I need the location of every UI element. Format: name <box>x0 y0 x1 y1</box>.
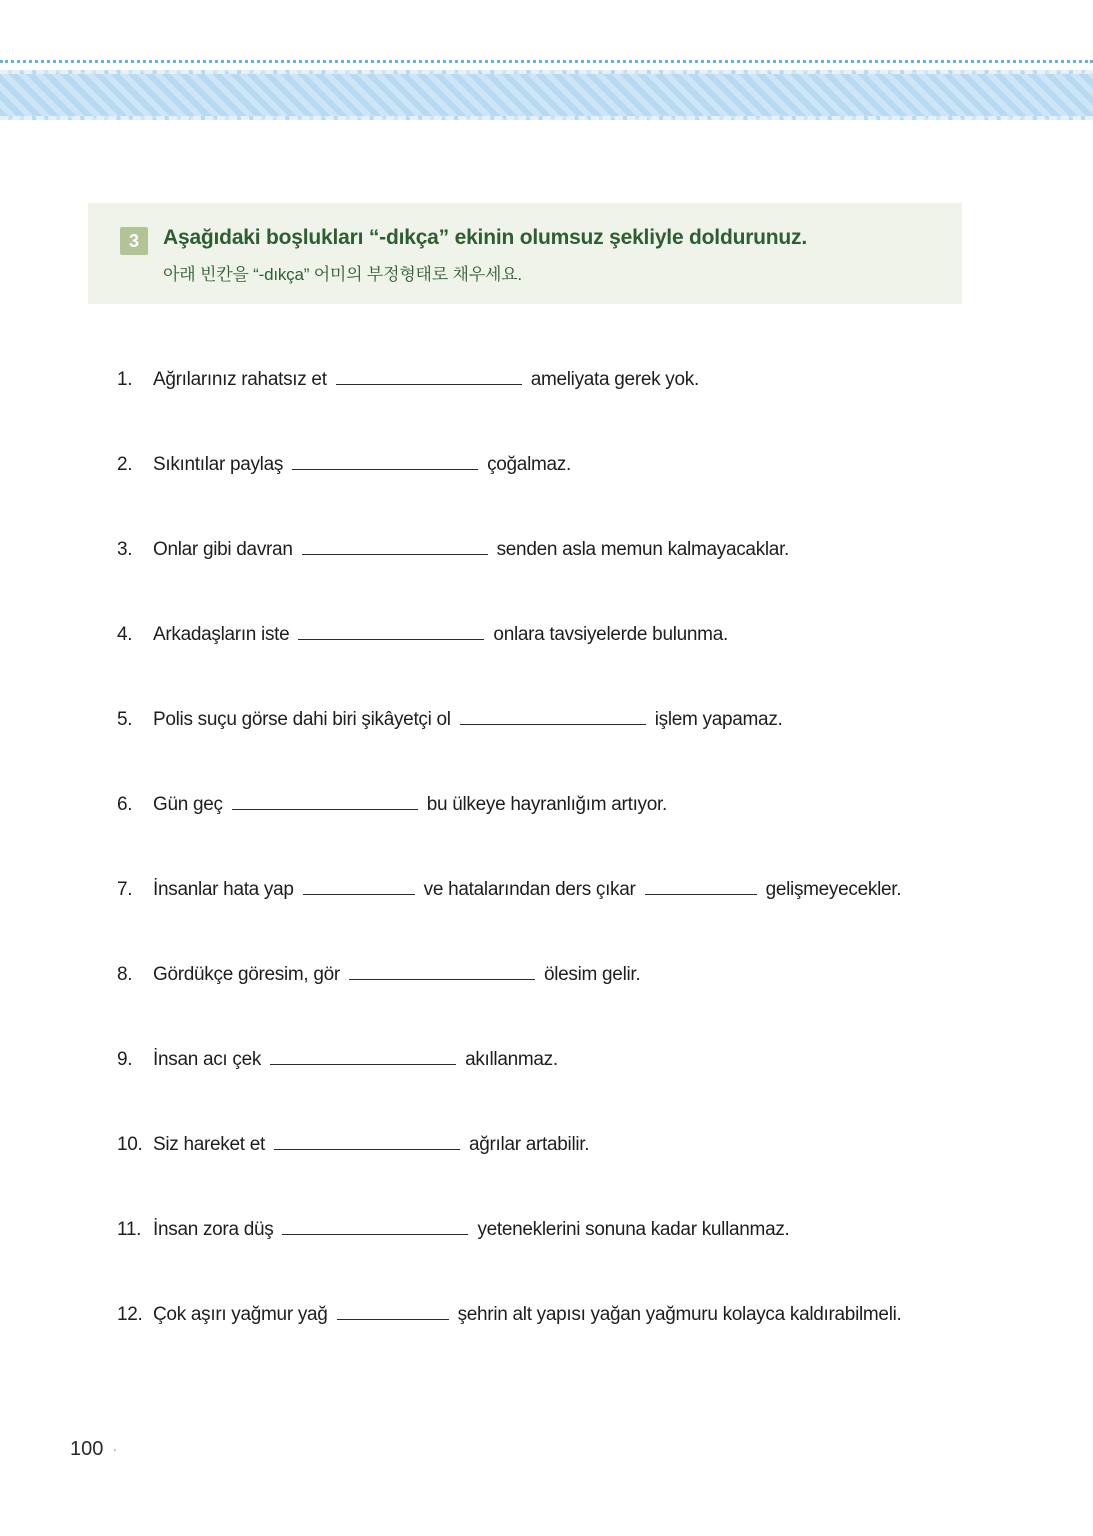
fill-in-blank[interactable] <box>232 795 418 810</box>
item-text-post: bu ülkeye hayranlığım artıyor. <box>426 794 667 815</box>
fill-in-blank[interactable] <box>645 880 757 895</box>
fill-in-blank[interactable] <box>302 540 488 555</box>
item-text-post: onlara tavsiyelerde bulunma. <box>493 624 728 645</box>
item-text-post: ağrılar artabilir. <box>468 1134 590 1155</box>
exercise-item-5 <box>117 708 1057 732</box>
fill-in-blank[interactable] <box>303 880 415 895</box>
exercise-item-1 <box>117 368 1057 392</box>
item-number: 1. <box>117 369 133 390</box>
exercise-item-8 <box>117 963 1057 987</box>
item-text-post: senden asla memun kalmayacaklar. <box>496 539 790 560</box>
exercise-item-2 <box>117 453 1057 477</box>
item-number: 11. <box>117 1219 142 1240</box>
exercise-number-badge: 3 <box>120 227 148 255</box>
item-text-post: gelişmeyecekler. <box>765 879 902 900</box>
exercise-item-6 <box>117 793 1057 817</box>
fill-in-blank[interactable] <box>349 965 535 980</box>
fill-in-blank[interactable] <box>460 710 646 725</box>
item-number: 2. <box>117 454 133 475</box>
item-text-post: işlem yapamaz. <box>654 709 783 730</box>
fill-in-blank[interactable] <box>336 370 522 385</box>
item-text-pre: İnsan acı çek <box>153 1049 262 1070</box>
item-number: 10. <box>117 1134 143 1155</box>
exercise-item-list <box>117 368 1057 1388</box>
instruction-row <box>120 225 938 285</box>
exercise-item-10 <box>117 1133 1057 1157</box>
item-number: 3. <box>117 539 133 560</box>
item-number: 5. <box>117 709 133 730</box>
exercise-item-11 <box>117 1218 1057 1242</box>
page-number-dot: · <box>112 1441 118 1458</box>
exercise-item-4 <box>117 623 1057 647</box>
item-number: 8. <box>117 964 133 985</box>
item-text-post: şehrin alt yapısı yağan yağmuru kolayca kaldırabilmeli. <box>457 1304 902 1325</box>
item-text-pre: Sıkıntılar paylaş <box>153 454 284 475</box>
fill-in-blank[interactable] <box>292 455 478 470</box>
fill-in-blank[interactable] <box>282 1220 468 1235</box>
instruction-subtitle-korean: 아래 빈칸을 “-dıkça” 어미의 부정형태로 채우세요. <box>163 265 522 285</box>
exercise-item-9 <box>117 1048 1057 1072</box>
fill-in-blank[interactable] <box>298 625 484 640</box>
page-number: 100 <box>70 1438 104 1460</box>
item-text-pre: Gün geç <box>153 794 223 815</box>
exercise-item-3 <box>117 538 1057 562</box>
item-text-post: yeteneklerini sonuna kadar kullanmaz. <box>477 1219 790 1240</box>
fill-in-blank[interactable] <box>337 1305 449 1320</box>
header-dotted-line <box>0 60 1093 63</box>
item-text-post: akıllanmaz. <box>465 1049 558 1070</box>
item-number: 7. <box>117 879 133 900</box>
item-text-pre: Onlar gibi davran <box>153 539 293 560</box>
item-text-post: ölesim gelir. <box>543 964 641 985</box>
item-text-pre: Polis suçu görse dahi biri şikâyetçi ol <box>153 709 451 730</box>
item-text-mid: ve hatalarından ders çıkar <box>423 879 636 900</box>
item-text-pre: Gördükçe göresim, gör <box>153 964 340 985</box>
fill-in-blank[interactable] <box>274 1135 460 1150</box>
item-number: 12. <box>117 1304 143 1325</box>
item-text-pre: Ağrılarınız rahatsız et <box>153 369 327 390</box>
item-text-pre: Siz hareket et <box>153 1134 265 1155</box>
item-text-pre: Çok aşırı yağmur yağ <box>153 1304 328 1325</box>
item-text-pre: İnsan zora düş <box>153 1219 274 1240</box>
instruction-box <box>88 203 962 304</box>
instruction-text <box>163 225 807 285</box>
item-number: 4. <box>117 624 133 645</box>
item-text-pre: Arkadaşların iste <box>153 624 290 645</box>
header-stripe-band <box>0 70 1093 120</box>
exercise-item-12 <box>117 1303 1057 1327</box>
item-text-pre: İnsanlar hata yap <box>153 879 294 900</box>
fill-in-blank[interactable] <box>270 1050 456 1065</box>
exercise-item-7 <box>117 878 1057 902</box>
item-number: 6. <box>117 794 133 815</box>
item-text-post: ameliyata gerek yok. <box>530 369 699 390</box>
instruction-title: Aşağıdaki boşlukları “-dıkça” ekinin olumsuz şekliyle doldurunuz. <box>163 226 807 249</box>
item-number: 9. <box>117 1049 133 1070</box>
page-footer <box>70 1438 117 1461</box>
item-text-post: çoğalmaz. <box>487 454 571 475</box>
